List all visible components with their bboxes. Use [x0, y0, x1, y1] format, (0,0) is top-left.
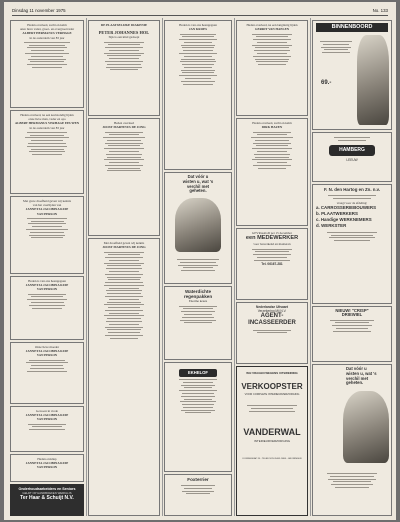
notice-name: JOOST MARTINUS DE JONG	[102, 125, 146, 130]
ad-title: VERKOOPSTER	[241, 382, 303, 392]
notice-name: VAN PERSON	[36, 287, 58, 292]
ad-vacancy: d. WERKSTER	[316, 223, 347, 229]
company-advertisement	[10, 484, 84, 516]
brand-logo: HAMBERG	[329, 145, 375, 156]
ad-line: Enorme keuze	[188, 299, 208, 304]
notice-line: onze lieve vader, groot- en overgrootvader	[19, 27, 75, 32]
notice-body	[14, 294, 80, 309]
ad-line: verchil met	[346, 375, 369, 381]
ad-body	[168, 257, 228, 273]
ad-address: KONINGSKAP 26 - TELEFOON 05401-9084 - GRONINGEN	[242, 457, 302, 460]
notice-line: Met droefheid geven wij kennis	[103, 241, 145, 245]
notice-name: VAN PERSON	[36, 353, 58, 358]
advertisement	[164, 362, 232, 472]
notice-box	[10, 454, 84, 482]
page-number: No. 133	[372, 8, 388, 13]
ad-line: wisten u, wat 's	[346, 370, 377, 376]
ad-line: Dat vóór u	[187, 174, 209, 179]
ad-title: Foxterrier	[187, 477, 209, 482]
notice-body	[14, 42, 80, 68]
notice-box	[88, 238, 160, 516]
notice-box	[10, 406, 84, 452]
ad-body	[240, 405, 304, 411]
ad-line: LEEUW	[346, 157, 358, 162]
advertisement-portrait	[312, 364, 392, 516]
notice-line: Heden overleed	[113, 121, 135, 125]
ad-title: DRIEWIEL	[341, 312, 363, 318]
notice-line: van het overlijden van	[32, 203, 62, 208]
notice-body	[240, 34, 304, 65]
notice-box	[10, 196, 84, 274]
ad-line: geheten.	[346, 380, 364, 386]
notice-box	[10, 342, 84, 404]
notice-body	[14, 360, 80, 372]
notice-line: onze lieve man, vader en opa	[28, 117, 66, 122]
ad-body	[240, 249, 304, 261]
notice-name: VAN PERSON	[36, 211, 58, 216]
ad-phone: Tel. 06167-281	[261, 262, 283, 267]
notice-name: JAN KROES	[188, 27, 208, 32]
issue-date: Dinsdag 11 november 1975	[12, 8, 66, 13]
advertisement-portrait	[164, 172, 232, 284]
ad-line: voor bewerkend en monteren	[253, 242, 291, 247]
notice-name: ALBERT HERMANUS VERHAGE EEUWEN	[14, 121, 80, 126]
notice-box	[88, 20, 160, 116]
ad-title: AGENT-	[260, 313, 284, 320]
notice-box	[236, 118, 308, 226]
notice-line: Gewoon in vrede	[36, 409, 58, 413]
notice-name: JANNETJA JACOBINA KUIP	[25, 283, 69, 288]
ad-body	[168, 379, 228, 413]
ad-title: regenpakken	[183, 294, 213, 300]
notice-line: Met grote droefheid geven wij kennis	[23, 199, 71, 203]
brand-logo: EKHELOF	[179, 369, 217, 377]
ad-body	[168, 306, 228, 323]
ad-line: Nederlandse Uitvaart	[256, 305, 288, 309]
notice-name: JANNETJA JACOBINA KUIP	[25, 413, 69, 418]
ad-line: INTERIEURVERZORGING	[253, 438, 291, 443]
notice-line: Heden overleed, na een kortstondig lijden	[20, 113, 74, 117]
notice-box	[164, 20, 232, 170]
job-advertisement	[236, 302, 308, 364]
notice-line: in de ouderdom van 83 jaar	[29, 125, 65, 130]
ad-company-name: VANDERWAL	[243, 426, 301, 437]
vanderwal-advertisement	[236, 366, 308, 516]
notice-name: VAN PERSON	[36, 465, 58, 470]
ad-vacancy: b. PLAATWERKERS	[316, 211, 358, 217]
notice-box	[236, 20, 308, 116]
job-advertisement	[236, 228, 308, 300]
notice-body	[168, 34, 228, 85]
notice-line: Heden overleed, zacht en kalm	[27, 23, 67, 27]
column-divider	[86, 18, 87, 516]
ad-title: BINNENBOORD	[316, 23, 388, 32]
notice-name: VAN PERSON	[36, 417, 58, 422]
notice-body	[14, 218, 80, 238]
ad-body	[168, 485, 228, 494]
advertisement-photo	[357, 35, 389, 125]
ad-title: INCASSEERDER	[248, 320, 296, 327]
ad-body	[240, 330, 304, 333]
notice-line: Heden is van ons heengegaan	[28, 279, 66, 283]
notice-box	[88, 118, 160, 236]
ad-company-name: Ter Haar & Schuijt N.V.	[20, 495, 74, 502]
ad-body	[316, 195, 388, 198]
notice-name: GERRIT VAN HAELEN	[254, 27, 289, 32]
notice-line: Heden overleed, na een langdurig lijden	[246, 23, 298, 27]
newspaper-page	[4, 2, 396, 520]
ad-title: Waterdichte	[184, 289, 212, 294]
notice-line: Heden overleed, zacht en kalm	[252, 121, 292, 125]
notice-line: in de ouderdom van 83 jaar	[29, 35, 65, 40]
ad-line: GEVRAAGD per 15 december	[252, 231, 292, 235]
masthead	[12, 8, 388, 16]
ad-line: verchil met	[186, 183, 210, 189]
notice-name: JANNETJA JACOBINA KUIP	[25, 461, 69, 466]
notice-body	[92, 42, 156, 71]
column-divider	[310, 18, 311, 516]
ad-vacancy: a. CARROSSERIEBOUWERS	[316, 204, 377, 210]
binnenboord-advertisement	[312, 20, 392, 130]
notice-box	[10, 20, 84, 108]
notice-name: JANNETJA JACOBINA KUIP	[25, 207, 69, 212]
ad-title: NIEUW! "CRISP"	[335, 308, 369, 313]
notice-name: DIRK HAZEN	[261, 125, 283, 130]
hamberg-advertisement	[312, 132, 392, 182]
notice-line: Onze lieve moeder	[34, 345, 60, 349]
ad-body	[316, 39, 356, 55]
ad-price: 69.-	[321, 80, 332, 86]
ad-line: GELDT OP HANDBOEKEN WERKLIJS	[22, 491, 72, 496]
ad-line: WIJ VRAGEN WEGENS UITBREIDING	[246, 371, 298, 375]
notice-line: Sijk is een kind gedoopt	[108, 35, 140, 40]
column-divider	[234, 18, 235, 516]
ad-body	[316, 232, 388, 241]
ad-line: vraagt voor de afdeling:	[336, 200, 368, 205]
notice-name: JANNETJA JACOBINA KUIP	[25, 349, 69, 354]
notice-line: Heden is van ons heengegaan	[179, 23, 217, 27]
notice-name: PETER JOHANNES HOL	[98, 30, 150, 36]
notice-body	[92, 132, 156, 172]
notice-box	[10, 276, 84, 340]
ad-line: VOOR COMPLETE INTERIEURVERZORGING	[244, 393, 300, 397]
ad-line: Onderhoudsarbeiders en Seniors	[18, 487, 76, 491]
advertisement	[164, 474, 232, 516]
notice-body	[14, 424, 80, 430]
ad-body	[316, 320, 388, 332]
portrait-photo	[343, 391, 389, 463]
notice-header: DE PLAATSELIJKE DIAKENIE	[100, 23, 148, 27]
column-divider	[162, 18, 163, 516]
advertisement	[164, 286, 232, 360]
ad-line: Verzekering Mij N.V.	[257, 309, 287, 314]
notice-box	[10, 110, 84, 194]
portrait-photo	[175, 198, 221, 252]
notice-body	[92, 252, 156, 339]
notice-name: ALBERT HERMANUS VERHAGE	[22, 31, 72, 36]
ad-line: geheten.	[189, 188, 207, 194]
notice-body	[14, 132, 80, 155]
job-advertisement	[312, 184, 392, 304]
advertisement	[312, 306, 392, 362]
notice-line: Heden ontsliep	[37, 457, 57, 461]
ad-body	[316, 137, 388, 140]
ad-company-name: F. N. den Hartog en Zn. n.v.	[323, 187, 381, 192]
ad-line: Dat vóór u	[346, 366, 367, 371]
notice-name: JOOST MARTINUS DE JONG	[102, 245, 146, 250]
notice-body	[240, 132, 304, 169]
ad-line: wisten u, wat 's	[182, 178, 214, 184]
ad-title: een MEDEWERKER	[245, 235, 299, 242]
ad-body	[316, 471, 388, 490]
ad-vacancy: c. Handige WERKNEMERS	[316, 217, 372, 223]
